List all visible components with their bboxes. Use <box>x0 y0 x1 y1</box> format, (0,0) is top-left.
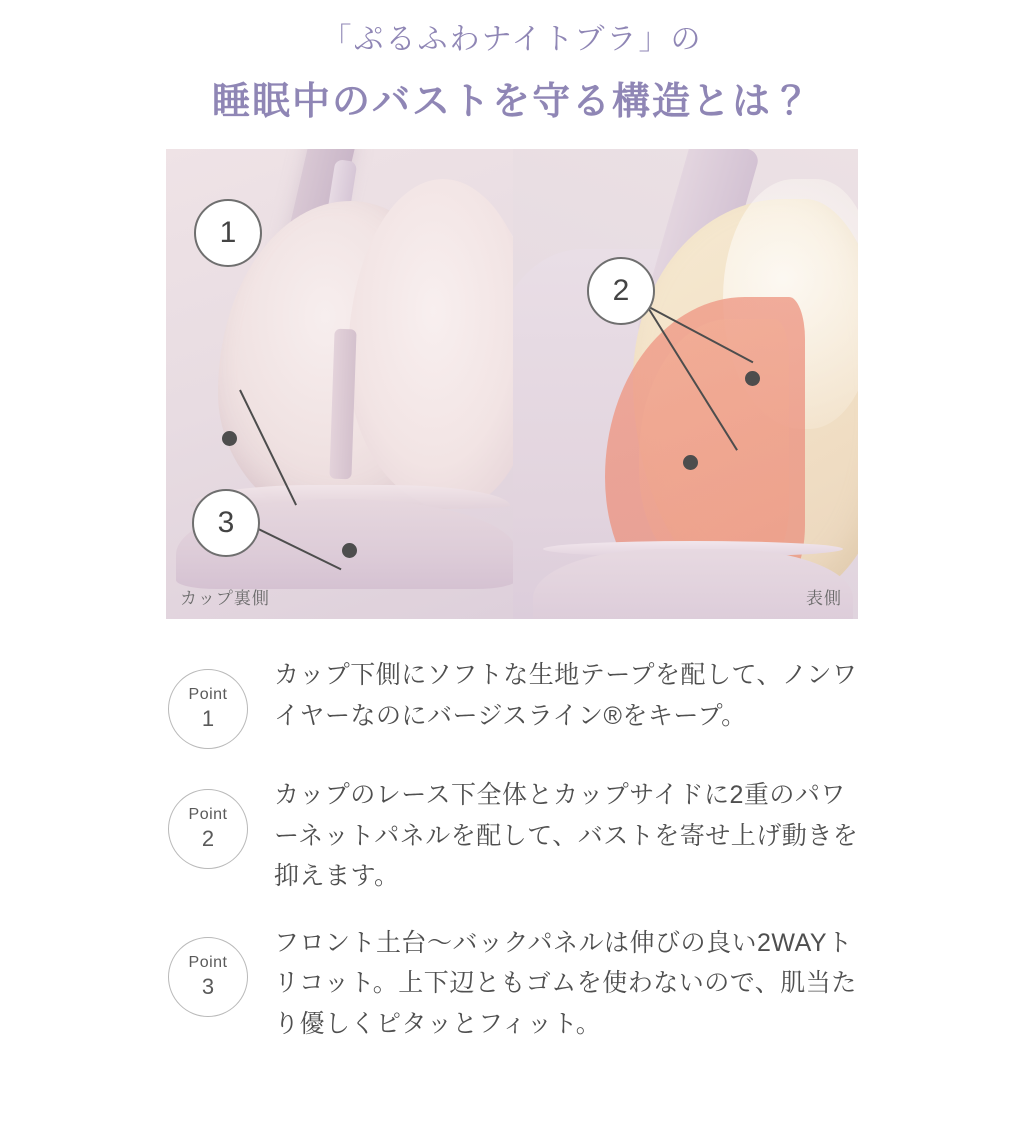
callout-dot-2a <box>745 371 760 386</box>
photo-caption-outside: 表側 <box>806 589 842 608</box>
point-badge-3-number: 3 <box>201 973 215 999</box>
point-text-1: カップ下側にソフトな生地テープを配して、ノンワイヤーなのにバージスライン®をキープ。 <box>274 661 858 730</box>
points-list <box>162 655 862 1044</box>
callout-marker-2 <box>587 257 655 325</box>
point-item <box>162 923 862 1045</box>
point-item <box>162 775 862 897</box>
callout-marker-1-label: 1 <box>219 216 237 249</box>
photo-caption-inside: カップ裏側 <box>180 589 270 608</box>
point-badge-1 <box>168 669 248 749</box>
under-band-shape <box>533 549 853 619</box>
callout-marker-1 <box>194 199 262 267</box>
page-title <box>0 0 1024 125</box>
callout-marker-2-label: 2 <box>612 274 630 307</box>
page-title-line1: 「ぷるふわナイトブラ」の <box>321 23 703 56</box>
callout-marker-3 <box>192 489 260 557</box>
point-badge-2 <box>168 789 248 869</box>
point-badge-2-label: Point <box>188 806 228 823</box>
point-badge-1-number: 1 <box>201 706 215 731</box>
product-photo-group <box>166 149 858 619</box>
callout-marker-3-label: 3 <box>217 506 235 539</box>
point-text-3: フロント土台〜バックパネルは伸びの良い2WAYトリコット。上下辺ともゴムを使わないので、肌当たり優しくピタッとフィット。 <box>274 928 857 1038</box>
callout-dot-3 <box>342 543 357 558</box>
point-badge-3-label: Point <box>188 953 228 971</box>
photo-cup-inside <box>166 149 513 619</box>
point-badge-1-label: Point <box>188 686 228 703</box>
page-title-line2: 睡眠中のバストを守る構造とは？ <box>211 81 812 123</box>
photo-cup-outside <box>513 149 858 619</box>
point-badge-2-number: 2 <box>201 826 215 851</box>
point-text-2: カップのレース下全体とカップサイドに2重のパワーネットパネルを配して、バストを寄せ上げ動きを抑えます。 <box>274 781 859 890</box>
callout-dot-2b <box>683 455 698 470</box>
point-item <box>162 655 862 749</box>
point-badge-3 <box>168 937 248 1017</box>
callout-dot-1 <box>222 431 237 446</box>
